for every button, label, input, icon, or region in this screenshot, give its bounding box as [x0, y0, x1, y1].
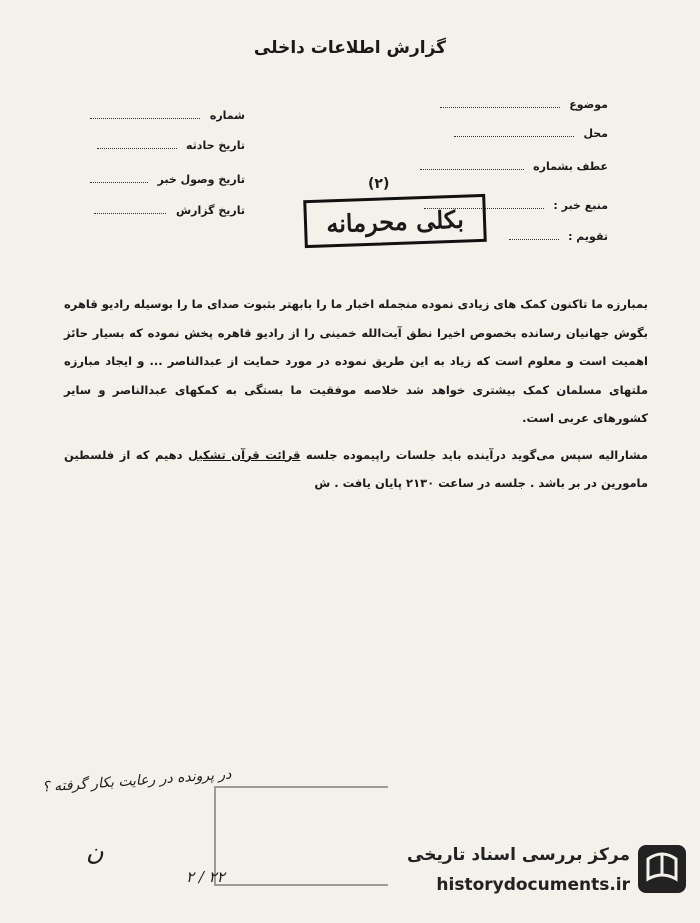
classification-stamp: بکلی محرمانه — [303, 194, 487, 248]
watermark-persian: مرکز بررسی اسناد تاریخی — [407, 845, 630, 865]
handwritten-date: ۲۲ / ۲ — [186, 868, 225, 886]
archive-logo-icon — [638, 845, 686, 893]
watermark — [396, 839, 686, 915]
field-label: موضوع — [569, 98, 608, 111]
field-report-date — [94, 204, 245, 217]
underlined-phrase: قرائت قرآن تشکیل — [188, 447, 301, 462]
field-label: منبع خبر : — [553, 199, 608, 212]
page-title: گزارش اطلاعات داخلی — [253, 38, 447, 58]
field-location — [454, 127, 608, 140]
field-received-date — [90, 173, 245, 186]
report-body — [64, 290, 648, 498]
field-line — [90, 118, 200, 119]
paragraph-2 — [64, 441, 648, 498]
field-line — [94, 213, 166, 214]
field-label: تاریخ گزارش — [175, 204, 245, 217]
field-line — [420, 169, 524, 170]
handwritten-initials: ن — [86, 838, 104, 866]
field-number — [90, 109, 245, 122]
field-line — [97, 148, 177, 149]
paragraph-2-start: مشارالیه سپس می‌گوید درآینده باید جلسات راپیموده جلسه — [305, 447, 649, 462]
handwritten-note: در پرونده در رعایت بکار گرفته ؟ — [41, 766, 232, 796]
watermark-url: historydocuments.ir — [436, 875, 630, 895]
field-line — [454, 136, 574, 137]
field-evaluation — [509, 230, 608, 243]
field-label: تاریخ وصول خبر — [157, 173, 245, 186]
field-label: تاریخ حادثه — [186, 139, 245, 152]
field-reference — [420, 160, 608, 173]
field-label: محل — [583, 127, 608, 140]
field-line — [509, 239, 559, 240]
field-subject — [440, 98, 608, 111]
field-line — [90, 182, 148, 183]
page-number: (۲) — [368, 176, 390, 192]
field-label: عطف بشماره — [533, 160, 608, 173]
field-line — [440, 107, 560, 108]
pencil-box-mark — [214, 786, 388, 886]
field-label: تقویم : — [568, 230, 608, 243]
field-incident-date — [97, 139, 246, 152]
paragraph-2-end: دهیم که از فلسطین مامورین در بر باشد . جلسه در ساعت ۲۱۳۰ پایان یافت . ش — [64, 447, 648, 490]
paragraph-1: بمبارزه ما تاکنون کمک های زیادی نموده منجمله اخبار ما را بابهتر بثبوت صدای ما را بوسیله رادیو قاهره بگوش جهانیان رسانده بخصوص اخیرا نطق آیت‌الله خمینی را از رادیو قاهره پخش نموده که بسیار حائز اهمیت است و معلوم است که زیاد به این طریق نموده در مورد حمایت از عبدالناصر ... و ایجاد مبارزه ملتهای مسلمان کمک بیشتری خواهد شد خلاصه موفقیت ما بستگی به کمکهای عبدالناصر و سایر کشورهای عربی است. — [64, 297, 648, 425]
field-label: شماره — [209, 109, 245, 122]
